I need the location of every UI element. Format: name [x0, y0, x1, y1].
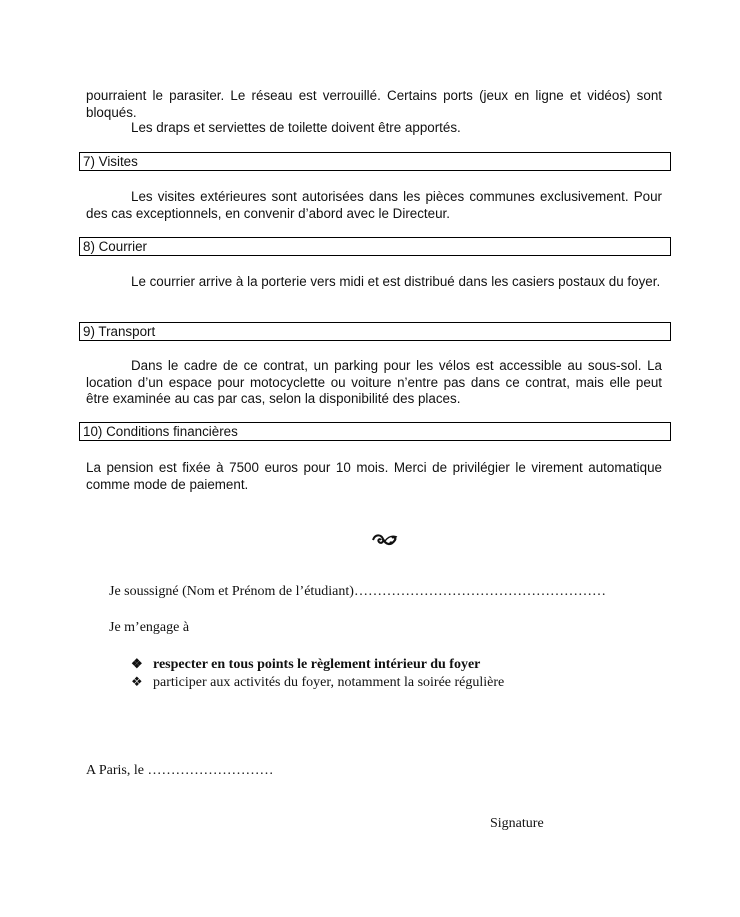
- section-title-courrier: 8) Courrier: [79, 237, 671, 256]
- diamond-bullet-icon: ❖: [131, 656, 143, 671]
- pledge-item-2-text: participer aux activités du foyer, notamment la soirée régulière: [153, 675, 505, 690]
- pledge-item-1-text: respecter en tous points le règlement intérieur du foyer: [153, 657, 481, 672]
- diamond-bullet-icon: ❖: [131, 674, 143, 689]
- paragraph-conditions: La pension est fixée à 7500 euros pour 10 mois. Merci de privilégier le virement automatique comme mode de paiement.: [86, 460, 662, 492]
- place-date-line: A Paris, le ………………………: [86, 763, 274, 778]
- paragraph-visites: Les visites extérieures sont autorisées dans les pièces communes exclusivement. Pour des cas exceptionnels, en convenir d’abord avec le Directeur.: [86, 189, 662, 221]
- section-title-conditions: 10) Conditions financières: [79, 422, 671, 441]
- soussigne-line: Je soussigné (Nom et Prénom de l’étudiant)………………………………………………: [109, 584, 606, 599]
- paragraph-courrier: Le courrier arrive à la porterie vers midi et est distribué dans les casiers postaux du foyer.: [131, 274, 661, 289]
- section-title-transport: 9) Transport: [79, 322, 671, 341]
- section-title-visites: 7) Visites: [79, 152, 671, 171]
- paragraph-linen: Les draps et serviettes de toilette doivent être apportés.: [131, 120, 461, 135]
- signature-label: Signature: [490, 816, 544, 831]
- pledge-item-2: [131, 673, 504, 692]
- fleuron-icon: [371, 531, 399, 549]
- engage-line: Je m’engage à: [109, 620, 190, 635]
- paragraph-transport: Dans le cadre de ce contrat, un parking pour les vélos est accessible au sous-sol. La location d’un espace pour motocyclette ou voiture n’entre pas dans ce contrat, mais elle peut être examinée au cas par cas, selon la disponibilité des places.: [86, 358, 662, 406]
- paragraph-network: pourraient le parasiter. Le réseau est verrouillé. Certains ports (jeux en ligne et vidéos) sont bloqués.: [86, 88, 662, 120]
- pledge-item-1: [131, 655, 480, 674]
